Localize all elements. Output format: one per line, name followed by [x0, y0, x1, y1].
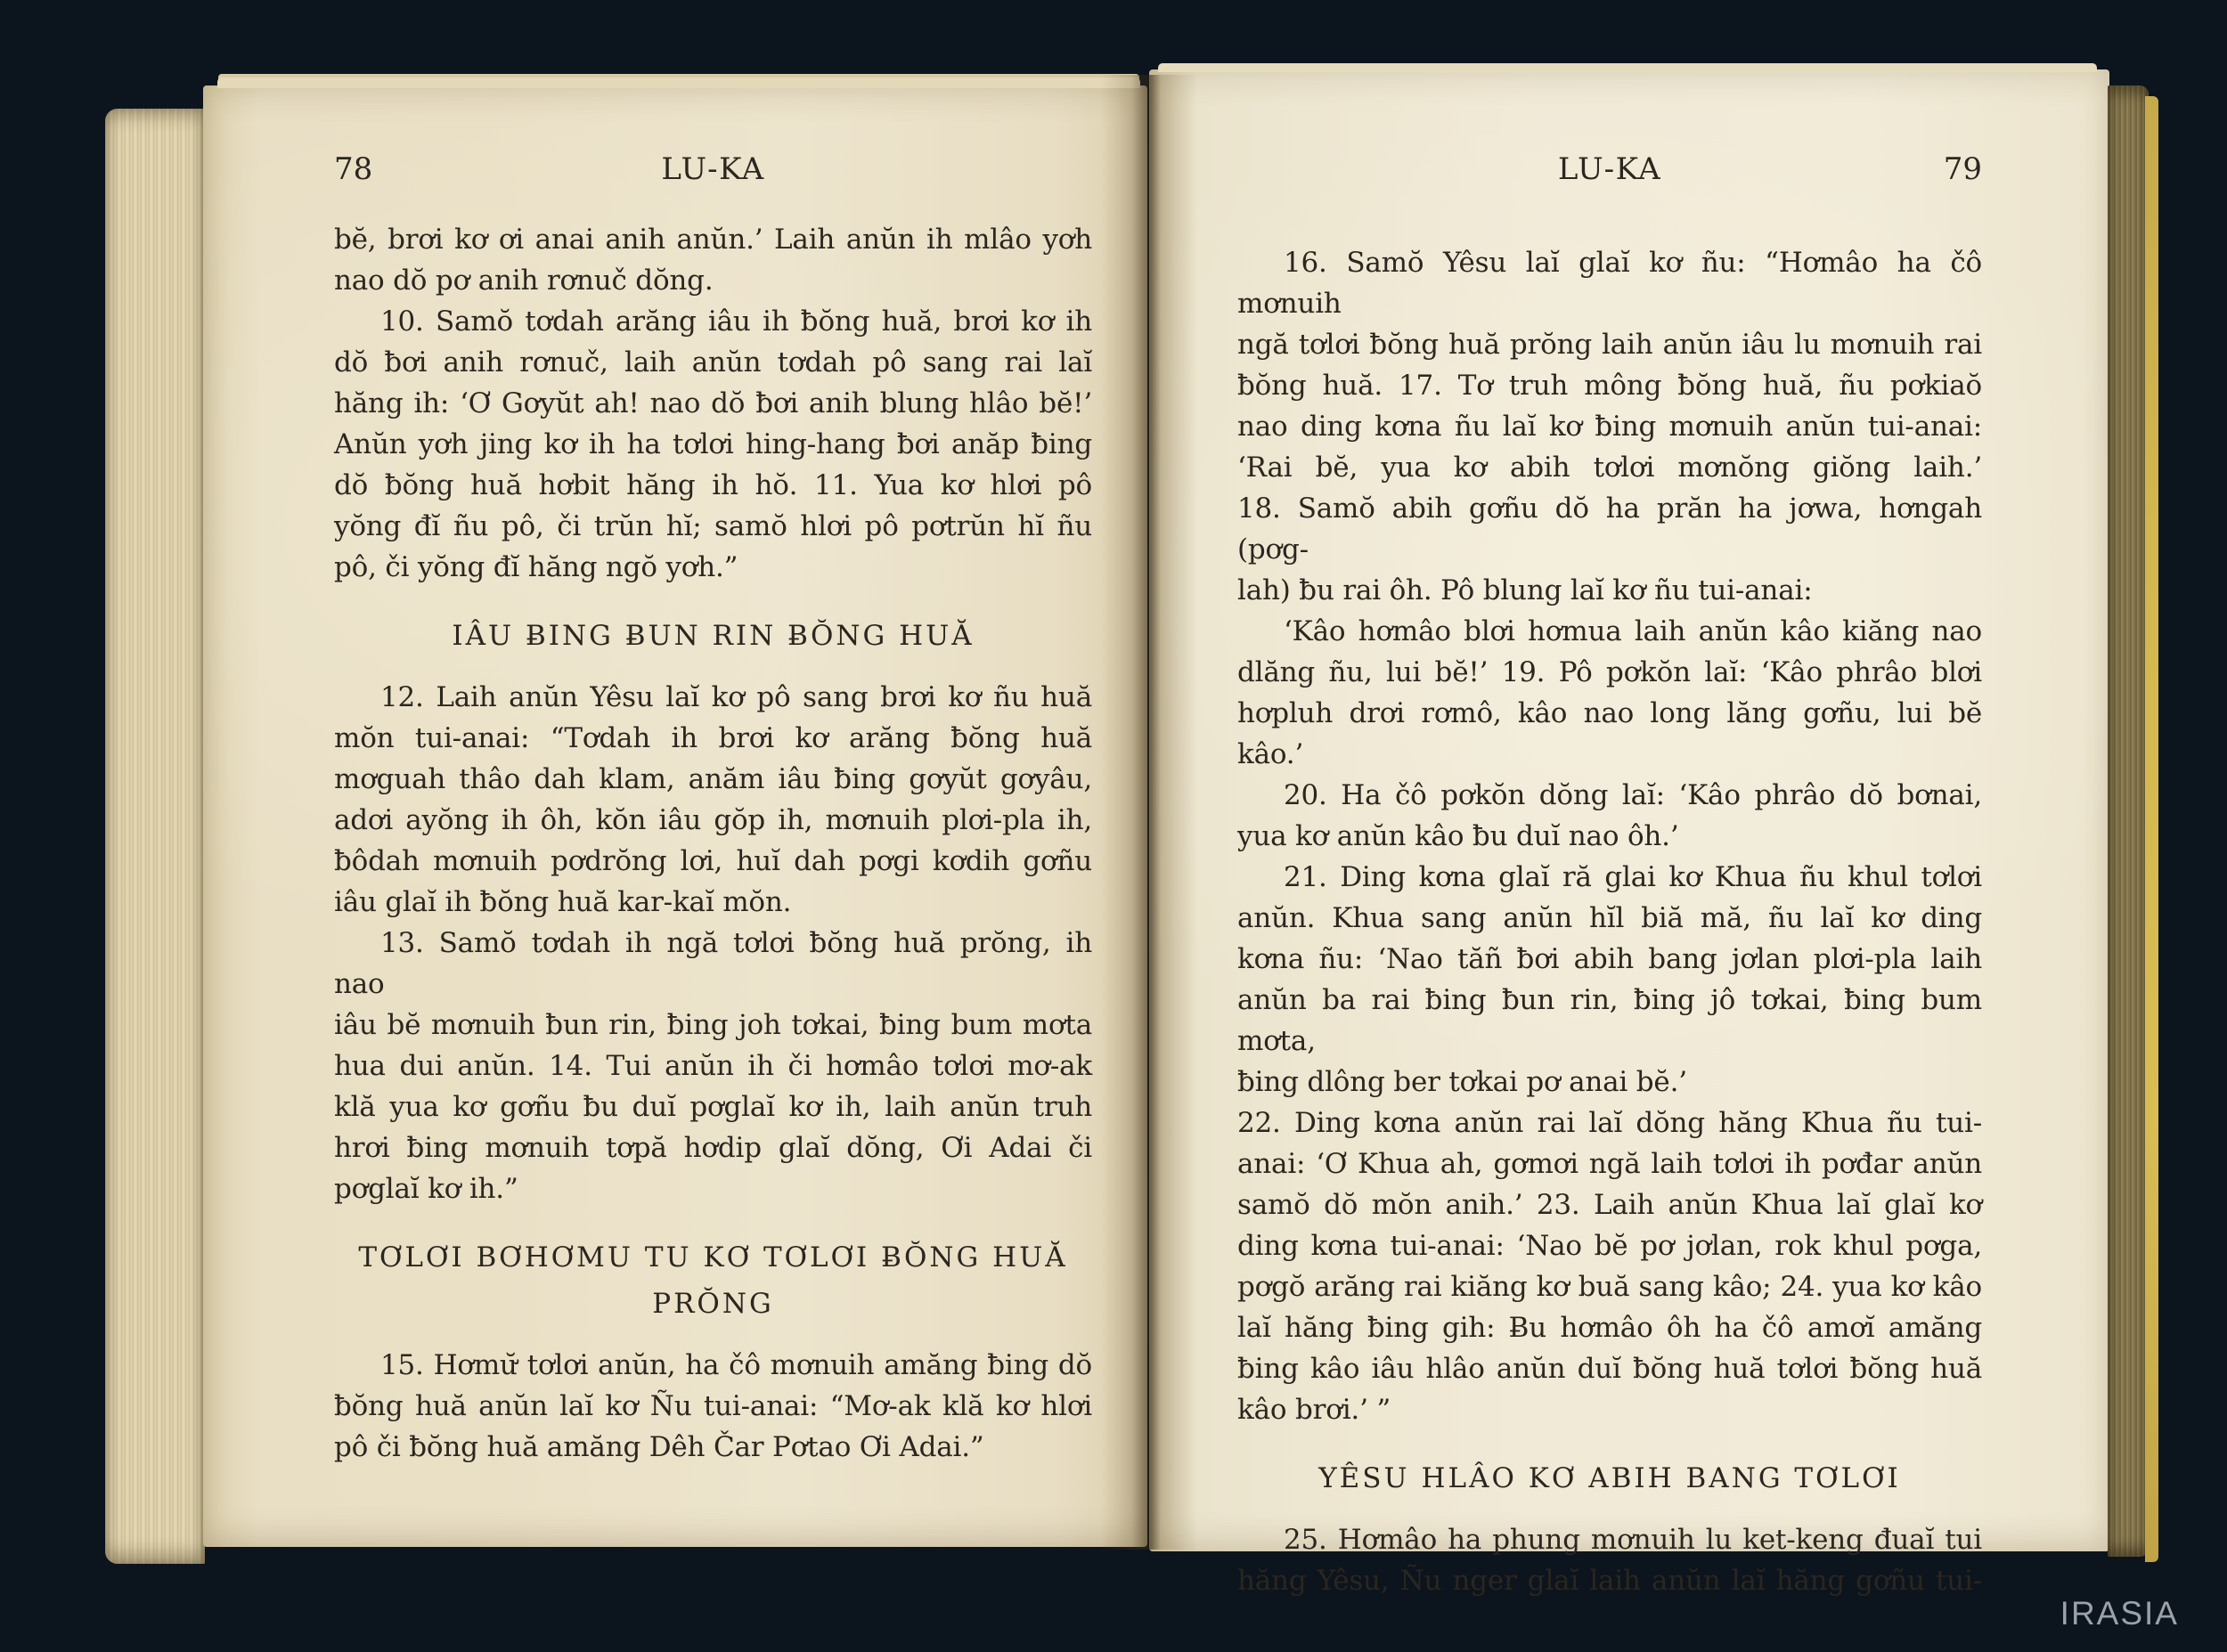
text-line: mŏn tui-anai: “Tơdah ih brơi kơ arăng ƀŏng huă	[334, 722, 1092, 754]
text-line: dlăng ñu, lui bĕ!’ 19. Pô pơkŏn laĭ: ‘Kâo phrâo blơi	[1237, 656, 1982, 688]
text-line: ƀing dlông ber tơkai pơ anai bĕ.’	[1237, 1066, 1687, 1098]
paragraph	[334, 923, 1092, 1209]
text-line: 25. Hơmâo ha phung mơnuih lu ket-keng đuaĭ tui	[1284, 1524, 1982, 1556]
text-line: yŏng đĭ ñu pô, či trŭn hĭ; samŏ hlơi pô pơtrŭn hĭ ñu	[334, 510, 1092, 542]
text-line: anai: ‘Ơ Khua ah, gơmơi ngă laih tơlơi ih pơđar anŭn	[1237, 1148, 1982, 1180]
text-line: 20. Ha čô pơkŏn dŏng laĭ: ‘Kâo phrâo dŏ bơnai,	[1284, 779, 1982, 811]
text-line: ‘Rai bĕ, yua kơ abih tơlơi mơnŏng giŏng laih.’	[1237, 452, 1982, 484]
watermark: IRASIA	[2060, 1595, 2179, 1632]
right-page	[1149, 69, 2109, 1597]
cover-edge	[2145, 96, 2158, 1562]
text-line: hơpluh drơi rơmô, kâo nao long lăng gơñu, lui bĕ kâo.’	[1237, 697, 1982, 770]
text-line: samŏ dŏ mŏn anih.’ 23. Laih anŭn Khua laĭ glaĭ kơ	[1237, 1189, 1982, 1221]
text-line: anŭn. Khua sang anŭn hĭl biă mă, ñu laĭ kơ ding	[1237, 902, 1982, 934]
text-line: pô, či yŏng đĭ hăng ngŏ yơh.”	[334, 551, 738, 583]
paragraph	[1237, 775, 1982, 857]
paragraph	[1237, 1103, 1982, 1430]
text-line: nao ding kơna ñu laĭ kơ ƀing mơnuih anŭn tui-anai:	[1237, 411, 1982, 443]
text-line: nao dŏ pơ anih rơnuč dŏng.	[334, 264, 714, 297]
text-line: iâu glaĭ ih ƀŏng huă kar-kaĭ mŏn.	[334, 886, 792, 918]
text-line: pô či ƀŏng huă amăng Dêh Čar Pơtao Ơi Adai.”	[334, 1431, 984, 1463]
left-page-header	[334, 151, 1092, 189]
section-heading	[1237, 1455, 1982, 1501]
section-heading	[334, 1234, 1092, 1327]
text-line: mơguah thâo dah klam, anăm iâu ƀing gơyŭt gơyâu,	[334, 763, 1092, 795]
text-line: dŏ ƀơi anih rơnuč, laih anŭn tơdah pô sang rai laĭ	[334, 346, 1092, 378]
text-line: 18. Samŏ abih gơñu dŏ ha prăn ha jơwa, hơngah (pơg-	[1237, 492, 1982, 566]
text-line: ngă tơlơi ƀŏng huă prŏng laih anŭn iâu lu mơnuih rai	[1237, 329, 1982, 361]
text-line: 16. Samŏ Yêsu laĭ glaĭ kơ ñu: “Hơmâo ha čô mơnuih	[1237, 247, 1982, 320]
text-line: anŭn ba rai ƀing ƀun rin, ƀing jô tơkai, ƀing bum mơta,	[1237, 984, 1982, 1057]
text-line: Anŭn yơh jing kơ ih ha tơlơi hing-hang ƀơi anăp ƀing	[334, 428, 1092, 460]
text-line: adơi ayŏng ih ôh, kŏn iâu gŏp ih, mơnuih plơi-pla ih,	[334, 804, 1092, 836]
heading-line: YÊSU HLÂO KƠ ABIH BANG TƠLƠI	[1318, 1462, 1901, 1494]
text-line: 12. Laih anŭn Yêsu laĭ kơ pô sang brơi kơ ñu huă	[380, 681, 1092, 713]
text-line: 22. Ding kơna anŭn rai laĭ dŏng hăng Khua ñu tui-	[1237, 1107, 1982, 1139]
text-line: ƀôdah mơnuih pơdrŏng lơi, huĭ dah pơgi kơdih gơñu	[334, 845, 1092, 877]
text-line: pơglaĭ kơ ih.”	[334, 1173, 518, 1205]
text-line: kâo brơi.’ ”	[1237, 1394, 1391, 1426]
left-page	[203, 85, 1147, 1547]
text-line: hăng Yêsu, Ñu nger glaĭ laih anŭn laĭ hăng gơñu tui-	[1237, 1565, 1982, 1597]
text-line: ƀŏng huă. 17. Tơ truh mông ƀŏng huă, ñu pơkiaŏ	[1237, 370, 1982, 402]
page-number-left: 78	[334, 151, 373, 187]
text-line: ‘Kâo hơmâo blơi hơmua laih anŭn kâo kiăng nao	[1284, 615, 1982, 647]
paragraph	[334, 677, 1092, 923]
text-line: 21. Ding kơna glaĭ ră glai kơ Khua ñu khul tơlơi	[1284, 861, 1982, 893]
text-line: klă yua kơ gơñu ƀu duĭ pơglaĭ kơ ih, laih anŭn truh	[334, 1091, 1092, 1123]
heading-line: IÂU ɃING ɃUN RIN ɃŎNG HUĂ	[452, 620, 975, 652]
text-line: yua kơ anŭn kâo ƀu duĭ nao ôh.’	[1237, 820, 1679, 852]
heading-line: PRŎNG	[652, 1288, 774, 1320]
text-line: pơgŏ arăng rai kiăng kơ buă sang kâo; 24. yua kơ kâo	[1237, 1271, 1982, 1303]
page-number-right: 79	[1943, 151, 1982, 187]
text-line: ƀing kâo iâu hlâo anŭn duĭ ƀŏng huă tơlơi ƀŏng huă	[1237, 1353, 1982, 1385]
text-line: ding kơna tui-anai: ‘Nao bĕ pơ jơlan, rok khul pơga,	[1237, 1230, 1982, 1262]
right-fore-edge	[2108, 85, 2149, 1557]
right-page-header	[1237, 151, 1982, 189]
text-line: dŏ ƀŏng huă hơbit hăng ih hŏ. 11. Yua kơ hlơi pô	[334, 469, 1092, 501]
text-line: 15. Hơmư̆ tơlơi anŭn, ha čô mơnuih amăng ƀing dŏ	[380, 1349, 1092, 1381]
text-line: hăng ih: ‘Ơ Gơyŭt ah! nao dŏ ƀơi anih blung hlâo bĕ!’	[334, 387, 1092, 419]
paragraph	[334, 1345, 1092, 1468]
text-line: ƀŏng huă anŭn laĭ kơ Ñu tui-anai: “Mơ-ak klă kơ hlơi	[334, 1390, 1092, 1422]
text-line: iâu bĕ mơnuih ƀun rin, ƀing joh tơkai, ƀing bum mơta	[334, 1009, 1092, 1041]
running-head-left: LU-KA	[661, 151, 765, 187]
section-heading	[334, 613, 1092, 659]
text-line: lah) ƀu rai ôh. Pô blung laĭ kơ ñu tui-anai:	[1237, 574, 1813, 606]
paragraph	[1237, 857, 1982, 1103]
heading-line: TƠLƠI BƠHƠMU TU KƠ TƠLƠI ɃŎNG HUĂ	[358, 1241, 1068, 1274]
text-line: laĭ hăng ƀing gih: Ƀu hơmâo ôh ha čô amơĭ amăng	[1237, 1312, 1982, 1344]
running-head-right: LU-KA	[1557, 151, 1662, 187]
text-line: 10. Samŏ tơdah arăng iâu ih ƀŏng huă, brơi kơ ih	[380, 305, 1092, 338]
paragraph	[334, 219, 1092, 301]
text-line: kơna ñu: ‘Nao tăñ ƀơi abih bang jơlan plơi-pla laih	[1237, 943, 1982, 975]
body-right	[1237, 242, 1982, 1601]
body-left	[334, 219, 1092, 1468]
paragraph	[1237, 242, 1982, 611]
paragraph	[334, 301, 1092, 588]
paragraph	[1237, 1519, 1982, 1601]
text-line: 13. Samŏ tơdah ih ngă tơlơi ƀŏng huă prŏng, ih nao	[334, 927, 1092, 1000]
text-line: hua dui anŭn. 14. Tui anŭn ih či hơmâo tơlơi mơ-ak	[334, 1050, 1092, 1082]
text-line: bĕ, brơi kơ ơi anai anih anŭn.’ Laih anŭn ih mlâo yơh	[334, 224, 1092, 256]
left-page-stack-edge	[105, 109, 205, 1564]
paragraph	[1237, 611, 1982, 775]
text-line: hrơi ƀing mơnuih tơpă hơdip glaĭ dŏng, Ơi Adai či	[334, 1132, 1092, 1164]
